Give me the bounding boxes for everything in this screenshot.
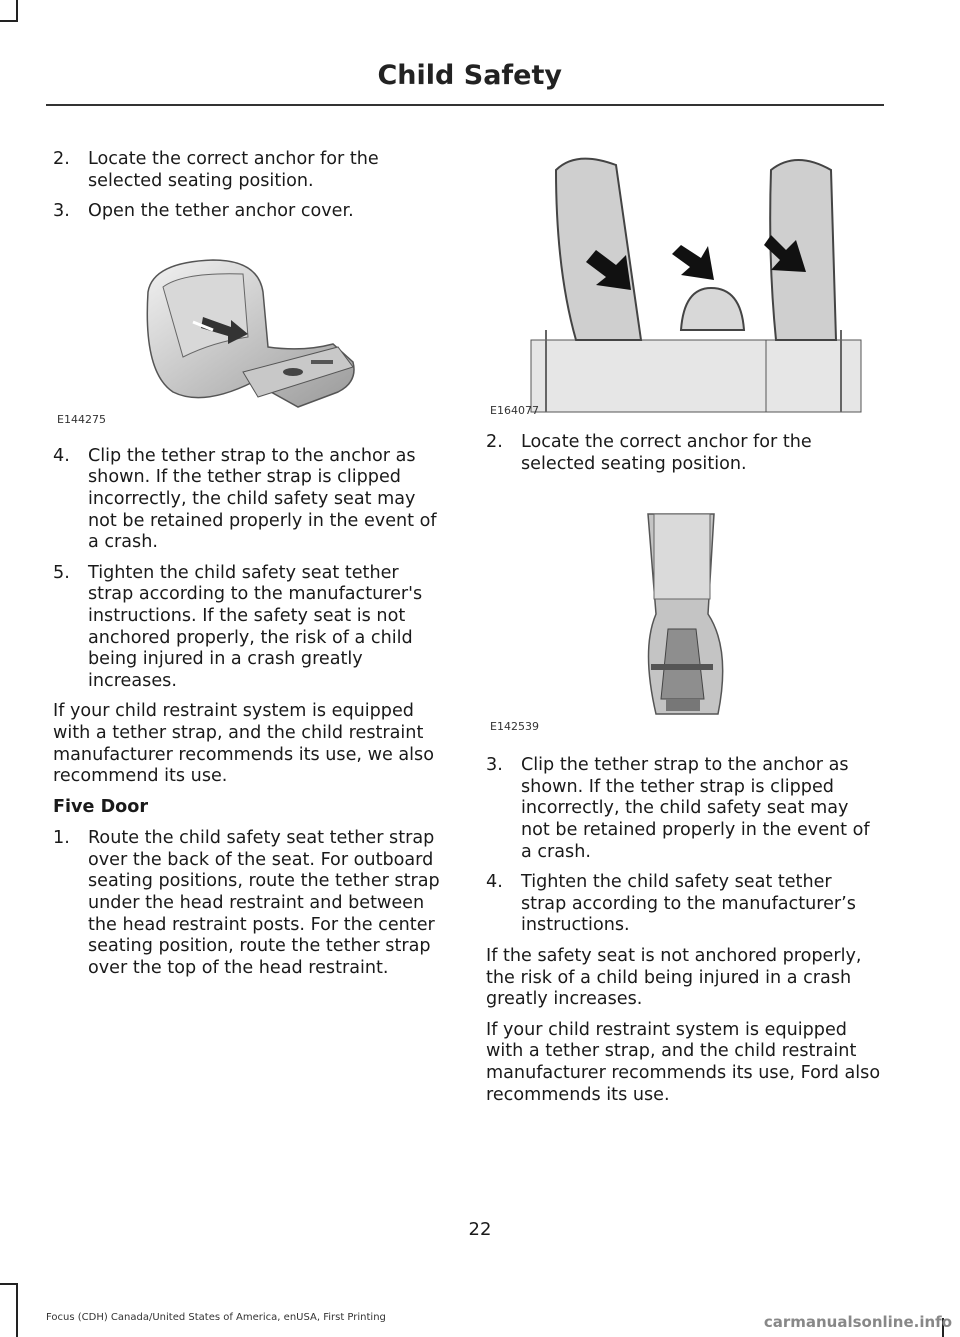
tether-anchor-illustration [486, 489, 881, 739]
body-paragraph: If your child restraint system is equipped with a tether strap, and the child restraint manufacturer recommends its use, we also recommend its use. [53, 701, 434, 787]
crop-mark [16, 1283, 18, 1337]
step-item [53, 563, 448, 693]
step-text: Locate the correct anchor for the selected seating position. [88, 149, 379, 191]
step-item [486, 872, 881, 937]
figure-code: E144275 [57, 412, 106, 426]
page-title: Child Safety [377, 60, 562, 91]
figure-anchor-cover [53, 232, 448, 432]
step-text: Tighten the child safety seat tether strap according to the manufacturer’s instructions. [521, 872, 856, 936]
figure-head-restraints [486, 150, 881, 420]
figure-code: E164077 [490, 404, 539, 417]
step-number: 5. [53, 562, 70, 583]
crop-mark [16, 0, 18, 22]
step-item [486, 432, 881, 475]
section-heading: Five Door [53, 796, 149, 817]
step-text: Open the tether anchor cover. [88, 201, 354, 222]
step-item [486, 755, 881, 863]
header-divider [46, 104, 884, 106]
step-number: 4. [53, 445, 70, 466]
crop-mark [0, 1283, 18, 1285]
step-number: 4. [486, 872, 503, 893]
head-restraints-illustration [486, 150, 881, 420]
step-text: Clip the tether strap to the anchor as shown. If the tether strap is clipped incorrectly, the child safety seat may not be retained properly in the event of a crash. [88, 445, 437, 553]
step-text: Tighten the child safety seat tether strap according to the manufacturer's instructions. If the safety seat is not anchored properly, the risk of a child being injured in a crash greatly increases. [88, 562, 423, 691]
step-number: 2. [53, 149, 70, 169]
step-number: 3. [486, 755, 503, 776]
step-item [53, 149, 448, 192]
watermark: carmanualsonline.info [763, 1313, 952, 1331]
figure-tether-anchor [486, 489, 881, 739]
anchor-cover-illustration [53, 232, 448, 432]
step-number: 3. [53, 201, 70, 222]
page-number: 22 [468, 1219, 492, 1240]
step-text: Locate the correct anchor for the selected seating position. [521, 432, 812, 474]
left-column [53, 149, 448, 988]
step-number: 2. [486, 432, 503, 452]
crop-mark [0, 20, 18, 22]
step-item [53, 201, 448, 223]
body-paragraph: If your child restraint system is equipped with a tether strap, and the child restraint manufacturer recommends its use, Ford also recommends its use. [486, 1019, 881, 1105]
right-column [486, 150, 881, 1115]
step-number: 1. [53, 828, 70, 849]
step-item [53, 828, 448, 979]
step-text: Clip the tether strap to the anchor as shown. If the tether strap is clipped incorrectly, the child safety seat may not be retained properly in the event of a crash. [521, 755, 870, 862]
body-paragraph: If the safety seat is not anchored properly, the risk of a child being injured in a crash greatly increases. [486, 945, 862, 1010]
step-text: Route the child safety seat tether strap over the back of the seat. For outboard seating positions, route the tether strap under the head restraint and between the head restraint posts. For the center seating position, route the tether strap over the top of the head restraint. [88, 828, 440, 978]
footer-text: Focus (CDH) Canada/United States of America, enUSA, First Printing [46, 1312, 386, 1323]
step-item [53, 446, 448, 554]
figure-code: E142539 [490, 720, 539, 734]
